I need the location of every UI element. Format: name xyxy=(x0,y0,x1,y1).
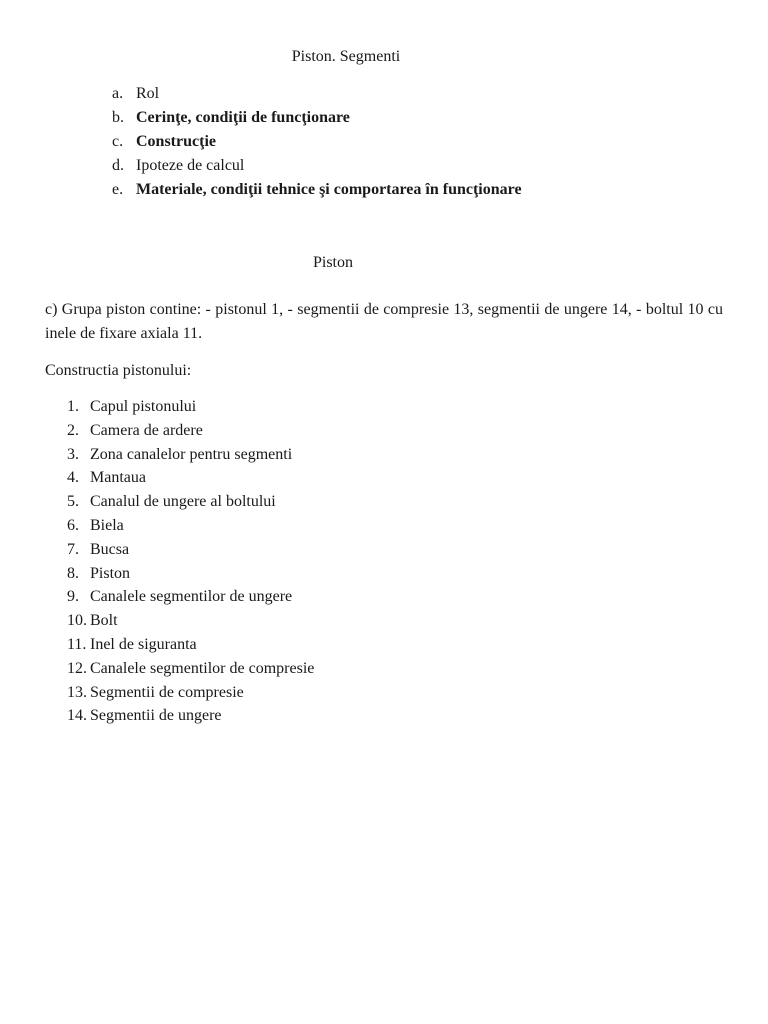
part-item xyxy=(67,468,314,492)
topic-text: Rol xyxy=(136,85,160,102)
topic-marker: b. xyxy=(112,109,124,126)
part-number: 7. xyxy=(67,540,79,558)
topic-marker: e. xyxy=(112,181,124,198)
piston-parts-list xyxy=(67,397,314,730)
topic-item xyxy=(112,132,522,156)
part-item xyxy=(67,706,314,730)
topic-marker: c. xyxy=(112,133,124,150)
part-text: Segmentii de ungere xyxy=(90,707,222,725)
part-number: 8. xyxy=(67,564,79,582)
part-item xyxy=(67,635,314,659)
part-text: Bucsa xyxy=(90,540,130,558)
topics-list xyxy=(112,84,522,204)
part-item xyxy=(67,587,314,611)
part-item xyxy=(67,397,314,421)
part-item xyxy=(67,564,314,588)
part-number: 4. xyxy=(67,469,79,487)
part-text: Mantaua xyxy=(90,469,146,487)
part-number: 10. xyxy=(67,612,87,630)
topic-marker: d. xyxy=(112,157,124,174)
part-number: 12. xyxy=(67,659,87,677)
topic-text: Materiale, condiţii tehnice şi comportarea în funcţionare xyxy=(136,181,522,198)
topic-item xyxy=(112,156,522,180)
part-number: 2. xyxy=(67,421,79,439)
part-text: Canalul de ungere al boltului xyxy=(90,493,276,511)
part-item xyxy=(67,445,314,469)
part-text: Capul pistonului xyxy=(90,398,197,415)
part-text: Bolt xyxy=(90,612,118,630)
intro-paragraph: c) Grupa piston contine: - pistonul 1, - segmentii de compresie 13, segmentii de ungere 14, - boltul 10 cu inele de fixare axiala 11. xyxy=(45,301,723,342)
part-item xyxy=(67,516,314,540)
part-number: 13. xyxy=(67,683,87,701)
part-number: 14. xyxy=(67,707,87,725)
part-text: Piston xyxy=(90,564,131,582)
part-item xyxy=(67,492,314,516)
topic-marker: a. xyxy=(112,85,124,102)
construction-heading: Constructia pistonului: xyxy=(45,362,192,379)
topic-item xyxy=(112,108,522,132)
document-title: Piston. Segmenti xyxy=(291,48,401,65)
topic-item xyxy=(112,180,522,204)
part-item xyxy=(67,683,314,707)
part-item xyxy=(67,611,314,635)
part-text: Zona canalelor pentru segmenti xyxy=(90,445,293,463)
part-item xyxy=(67,540,314,564)
topic-text: Construcţie xyxy=(136,133,216,150)
part-number: 1. xyxy=(67,398,79,415)
topic-text: Ipoteze de calcul xyxy=(136,157,245,174)
part-number: 9. xyxy=(67,588,79,606)
part-text: Canalele segmentilor de compresie xyxy=(90,659,315,677)
part-number: 6. xyxy=(67,516,79,534)
part-text: Segmentii de compresie xyxy=(90,683,244,701)
section-title: Piston xyxy=(312,254,353,271)
part-text: Canalele segmentilor de ungere xyxy=(90,588,293,606)
part-item xyxy=(67,659,314,683)
topic-text: Cerinţe, condiţii de funcţionare xyxy=(136,109,350,126)
part-item xyxy=(67,421,314,445)
part-text: Camera de ardere xyxy=(90,421,203,439)
topic-item xyxy=(112,84,522,108)
part-text: Inel de siguranta xyxy=(90,635,197,653)
part-text: Biela xyxy=(90,516,124,534)
part-number: 11. xyxy=(67,635,87,653)
part-number: 5. xyxy=(67,493,79,511)
part-number: 3. xyxy=(67,445,79,463)
